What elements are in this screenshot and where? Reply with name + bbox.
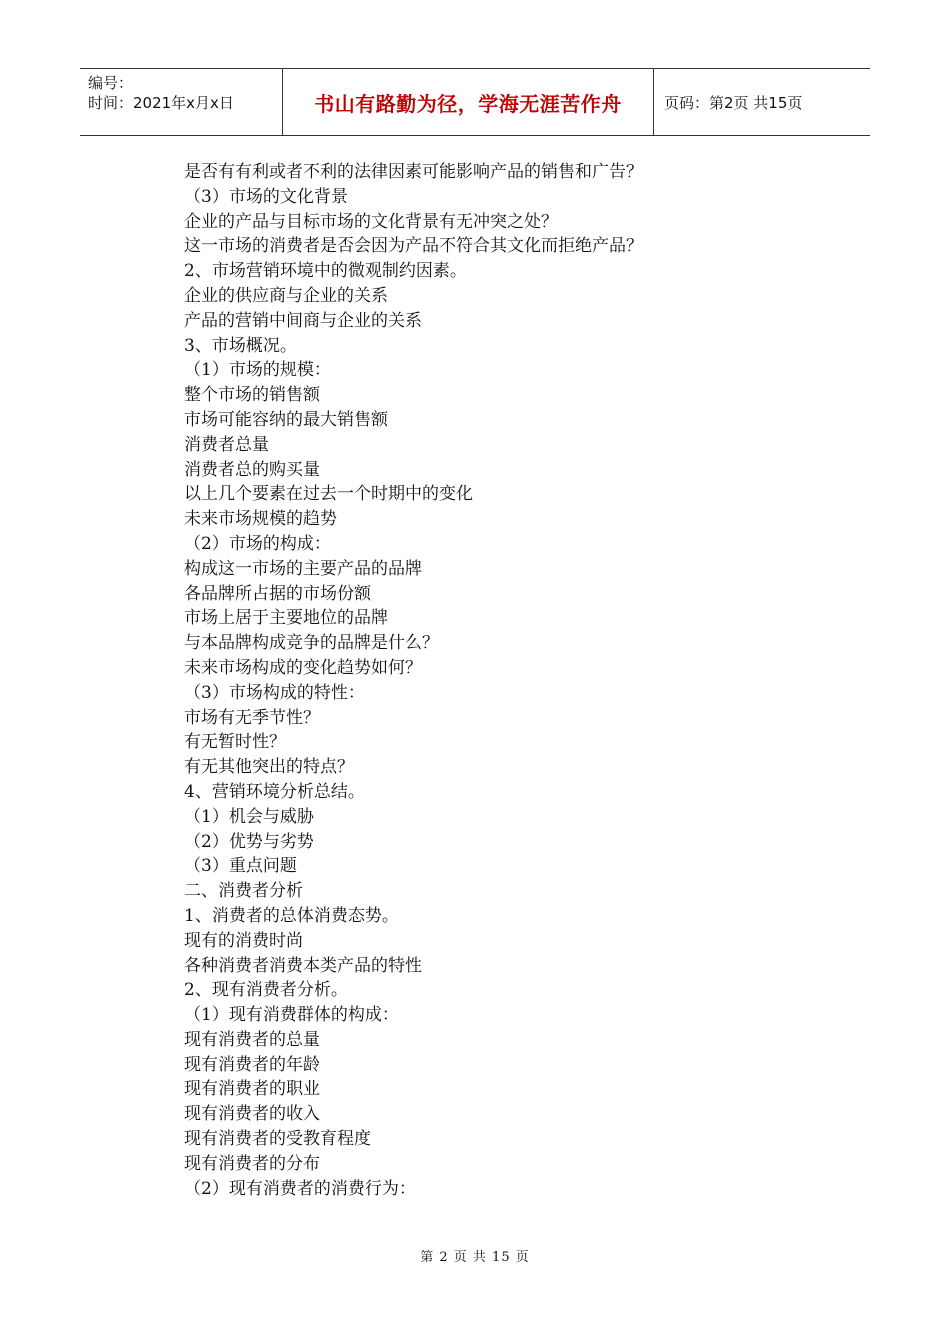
text-line: 未来市场规模的趋势 xyxy=(184,509,337,530)
text-line: （2）现有消费者的消费行为： xyxy=(184,1178,416,1199)
text-line: （1）市场的规模： xyxy=(184,360,331,381)
text-line: 4、营销环境分析总结。 xyxy=(184,781,365,802)
text-line: 现有消费者的收入 xyxy=(184,1104,320,1125)
text-line: 这一市场的消费者是否会因为产品不符合其文化而拒绝产品？ xyxy=(184,236,643,257)
text-line: 市场有无季节性？ xyxy=(184,707,320,728)
header-page-number: 页码：第2页 共15页 xyxy=(664,93,803,112)
text-line: 以上几个要素在过去一个时期中的变化 xyxy=(184,484,473,505)
page-header xyxy=(80,68,870,136)
text-line: 未来市场构成的变化趋势如何？ xyxy=(184,657,422,678)
text-line: 市场可能容纳的最大销售额 xyxy=(184,409,388,430)
document-number-label: 编号： xyxy=(88,74,134,92)
text-line: （1）现有消费群体的构成： xyxy=(184,1005,399,1026)
text-line: 现有消费者的分布 xyxy=(184,1153,320,1174)
header-meta xyxy=(80,69,282,135)
text-line: 2、市场营销环境中的微观制约因素。 xyxy=(184,261,467,282)
text-line: 产品的营销中间商与企业的关系 xyxy=(184,310,422,331)
document-time-label: 时间：2021年x月x日 xyxy=(88,94,234,112)
text-line: 是否有有利或者不利的法律因素可能影响产品的销售和广告？ xyxy=(184,162,643,182)
text-line: 整个市场的销售额 xyxy=(184,385,320,406)
text-line: （2）优势与劣势 xyxy=(184,831,314,852)
text-line: 二、消费者分析 xyxy=(184,881,303,902)
document-body xyxy=(184,160,824,1201)
text-line: 市场上居于主要地位的品牌 xyxy=(184,608,388,629)
text-line: （3）重点问题 xyxy=(184,856,297,877)
text-line: 有无暂时性？ xyxy=(184,732,286,753)
text-line: 消费者总的购买量 xyxy=(184,459,320,480)
text-line: 现有的消费时尚 xyxy=(184,930,303,951)
text-line: 现有消费者的职业 xyxy=(184,1079,320,1100)
text-line: 与本品牌构成竞争的品牌是什么？ xyxy=(184,633,439,654)
text-line: 消费者总量 xyxy=(184,434,269,455)
text-line: 有无其他突出的特点？ xyxy=(184,757,354,778)
text-line: 各品牌所占据的市场份额 xyxy=(184,583,371,604)
page-footer: 第 2 页 共 15 页 xyxy=(420,1250,530,1265)
header-motto: 书山有路勤为径，学海无涯苦作舟 xyxy=(282,69,654,135)
text-line: 构成这一市场的主要产品的品牌 xyxy=(184,558,422,579)
text-line: 现有消费者的受教育程度 xyxy=(184,1129,371,1150)
text-line: 企业的供应商与企业的关系 xyxy=(184,285,388,306)
text-line: （1）机会与威胁 xyxy=(184,806,314,827)
text-line: （3）市场的文化背景 xyxy=(184,186,348,207)
text-line: 1、消费者的总体消费态势。 xyxy=(184,905,399,926)
text-line: （3）市场构成的特性： xyxy=(184,682,365,703)
text-line: 各种消费者消费本类产品的特性 xyxy=(184,955,422,976)
text-line: （2）市场的构成： xyxy=(184,533,331,554)
text-line: 现有消费者的总量 xyxy=(184,1029,320,1050)
text-line: 企业的产品与目标市场的文化背景有无冲突之处？ xyxy=(184,211,558,232)
text-line: 2、现有消费者分析。 xyxy=(184,980,348,1001)
text-line: 3、市场概况。 xyxy=(184,335,297,356)
text-line: 现有消费者的年龄 xyxy=(184,1054,320,1075)
